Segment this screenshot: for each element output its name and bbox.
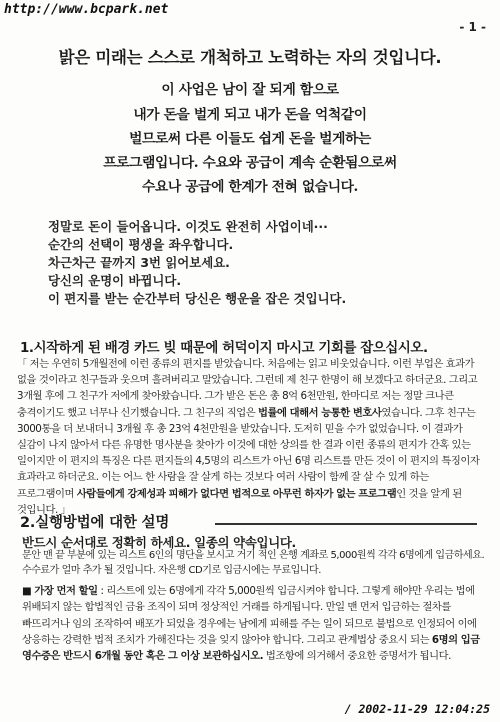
highlight-line: 당신의 운명이 바뀝니다. [48, 273, 182, 288]
highlight-line: 순간의 선택이 평생을 좌우합니다. [48, 237, 234, 252]
first-step-body: ■ 가장 먼저 할일 : 리스트에 있는 6명에게 각각 5,000원씩 입금시켜야 합니다. 그렇게 해야만 우리는 법에 위배되지 않는 합법적인 금융 조직이 되며 정상적인 거래를 하게됩니다. 만일 맨 먼저 입금하는 절차를 빠뜨리거나 임의 조작하여 배포가 되었을 경우에는 남에게 피해를 주는 일이 되므로 불법으로 인정되어 이에 상응하는 강력한 법적 조치가 가해진다는 것을 잊지 않아야 합니다. 그리고 관계법상 중요시 되는 6명의 입금 영수증은 반드시 6개월 동안 혹은 그 이상 보관하십시오. 법조항에 의거해서 중요한 증명서가 됩니다. [22, 585, 480, 663]
site-url: http://www.bcpark.net [4, 2, 169, 17]
highlight-line: 정말로 돈이 들어옵니다. 이것도 완전히 사업이네··· [48, 219, 328, 234]
highlight-line: 차근차근 끝까지 3번 읽어보세요. [48, 255, 230, 270]
highlight-line: 이 편지를 받는 순간부터 당신은 행운을 잡은 것입니다. [48, 291, 347, 306]
intro-line: 내가 돈을 벌게 되고 내가 돈을 억척같이 [133, 107, 367, 123]
intro-line: 프로그램입니다. 수요와 공급이 계속 순환됨으로써 [103, 155, 397, 171]
intro-line: 벌므로써 다른 이들도 쉽게 돈을 벌게하는 [129, 131, 371, 147]
headline: 밝은 미래는 스스로 개척하고 노력하는 자의 것입니다. [58, 48, 442, 67]
section-2-rule [215, 523, 477, 525]
fax-timestamp: / 2002-11-29 12:04:25 [344, 702, 490, 716]
page-number: - 1 - [459, 20, 486, 34]
section-1-body: 「 저는 우연히 5개월전에 이런 종류의 편지를 받았습니다. 처음에는 읽고 비웃었습니다. 이런 부업은 효과가 없을 것이라고 친구들과 웃으며 흘려버리고 말았습니다. 그런데 제 친구 한명이 해 보겠다고 하더군요. 그리고 3개월 후에 그 친구가 저에게 찾아왔습니다. 그가 받은 돈은 총 8억 6천만원, 한마디로 저는 정말 크나큰 충격이기도 했고 너무나 신기했습니다. 그 친구의 직업은 법률에 대해서 능통한 변호사였습니다. 그후 친구는 3000통을 더 보내더니 3개월 후 총 23억 4천만원을 받았습니다. 도저히 믿을 수가 없었습니다. 이 결과가 실감이 나지 않아서 다른 유명한 명사분을 찾아가 이것에 대한 상의를 한 결과 이런 종류의 편지가 간혹 있는 일이지만 이 편지의 특징은 다른 편지들의 4,5명의 리스트가 아닌 6명 리스트를 만든 것이 이 편지의 특징이자 효과라고 하더군요. 이는 어느 한 사람을 잘 살게 하는 것보다 여러 사람이 함께 잘 살 수 있게 하는 프로그램이며 사람들에게 강제성과 피해가 없다면 법적으로 아무런 하자가 없는 프로그램인 것을 알게 된 것입니다. 」 [17, 358, 480, 516]
intro-line: 수요나 공급에 한계가 전혀 없습니다. [142, 179, 358, 195]
first-step-label: ■ 가장 먼저 할일 [22, 585, 98, 597]
section-2-subheading: 반드시 순서대로 정확히 하세요. 일종의 약속입니다. [22, 535, 296, 550]
section-2-title: 2.실행방법에 대한 설명 [20, 515, 170, 531]
section-2-body: 문안 맨 끝 부분에 있는 리스트 6인의 명단을 보시고 거기 적인 은행 계좌로 5,000원씩 각각 6명에게 입금하세요. 수수료가 얼마 추가 될 것입니다. 자은행 CD기로 입금시에는 무료입니다. [22, 550, 485, 577]
intro-line: 이 사업은 남이 잘 되게 함으로 [161, 82, 339, 98]
section-1-title: 1.시작하게 된 배경 카드 빚 때문에 허덕이지 마시고 기회를 잡으십시오. [20, 341, 428, 356]
